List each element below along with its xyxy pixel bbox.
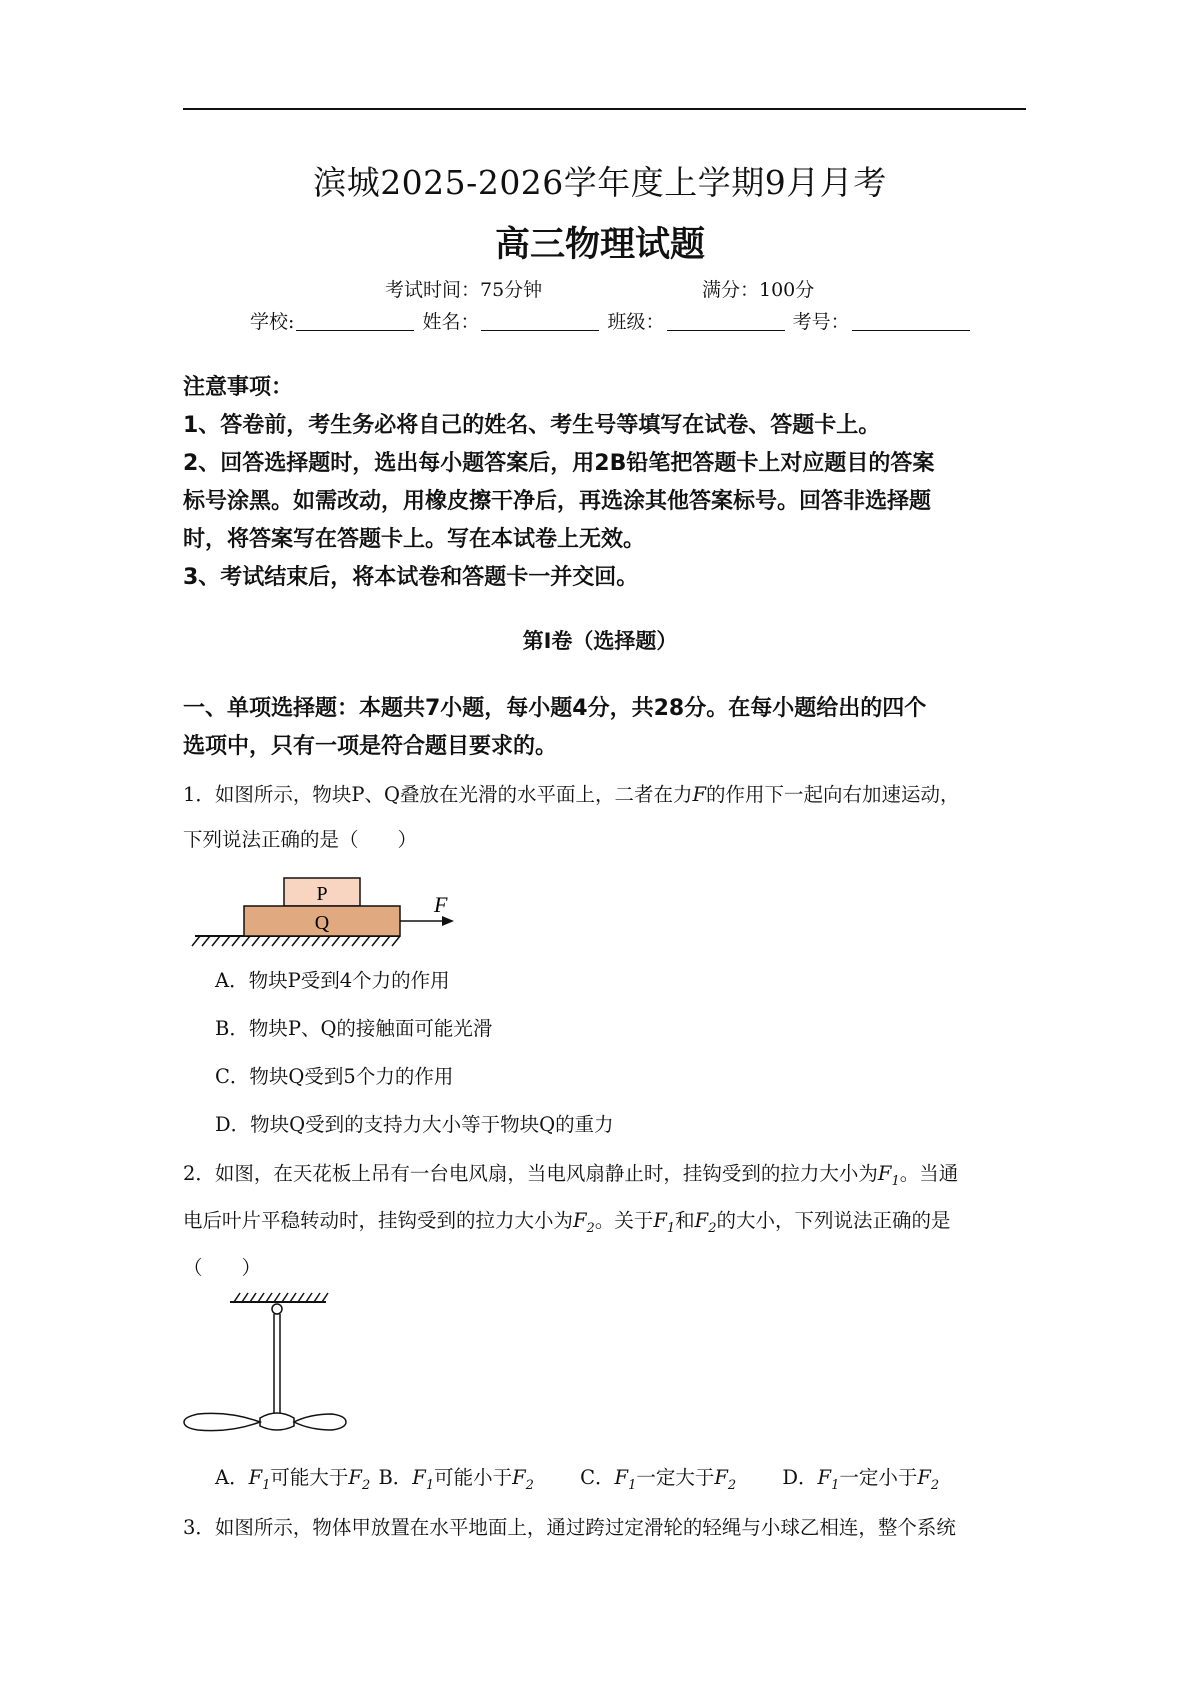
q2-d-f2: F [917,1466,931,1489]
q1-stem-cont: 下列说法正确的是（ ） [183,828,418,851]
q3-stem: 3．如图所示，物体甲放置在水平地面上，通过跨过定滑轮的轻绳与小球乙相连，整个系统 [183,1516,956,1539]
q2-stem-end: （ ） [183,1256,262,1279]
q2-d-sub1: 1 [831,1477,840,1493]
q2-text-a: 2．如图，在天花板上吊有一台电风扇，当电风扇静止时，挂钩受到的拉力大小为 [183,1162,878,1185]
q2-a-text: 可能大于 [270,1466,349,1489]
q1-stem [183,771,1028,818]
q2-f2-sub: 2 [586,1220,595,1236]
q1-force-var: F [692,783,707,806]
q2-b-f1: F [412,1466,426,1489]
q2-option-c[interactable] [580,1466,737,1493]
full-score: 满分：100分 [702,279,815,301]
q2-c-label: C． [580,1466,615,1489]
exam-number-label: 考号： [792,311,850,333]
q2-f1-sub: 1 [891,1173,900,1189]
ceiling-hatch [230,1293,328,1302]
notice-item-2-end: 时，将答案写在答题卡上。写在本试卷上无效。 [183,527,646,552]
exam-title: 滨城2025-2026学年度上学期9月月考 [313,163,887,202]
q2-a-f1: F [248,1466,263,1489]
q2-c-sub2: 2 [727,1477,737,1493]
q2-c-sub1: 1 [628,1477,637,1493]
fan-blade-left [184,1413,260,1430]
notice-heading: 注意事项： [183,375,294,400]
notice-item-1: 1、答卷前，考生务必将自己的姓名、考生号等填写在试卷、答题卡上。 [183,413,881,438]
name-label: 姓名： [422,311,480,333]
q2-f2-var-b: F [694,1209,709,1232]
q1-option-a[interactable]: A．物块P受到4个力的作用 [215,969,450,992]
q2-text-f: 的大小，下列说法正确的是 [716,1209,951,1232]
exam-subtitle: 高三物理试题 [494,225,705,265]
school-label: 学校: [250,311,295,333]
q2-f1-var-b: F [653,1209,667,1232]
class-label: 班级： [607,311,665,333]
q2-d-text: 一定小于 [839,1466,918,1489]
q2-option-d[interactable] [782,1466,940,1493]
q2-b-f2: F [512,1466,526,1489]
q2-options [215,1462,939,1493]
q2-c-f1: F [614,1466,629,1489]
q1-option-b[interactable]: B．物块P、Q的接触面可能光滑 [215,1017,493,1040]
q2-b-sub1: 1 [425,1477,435,1493]
part1-heading-cont: 选项中，只有一项是符合题目要求的。 [183,734,558,759]
section-title: 第Ⅰ卷（选择题） [522,629,678,653]
q2-figure-fan [180,1290,350,1450]
notice-item-2: 2、回答选择题时，选出每小题答案后，用2B铅笔把答题卡上对应题目的答案 [183,451,935,476]
q2-f1-var: F [877,1162,892,1185]
block-q-label: Q [314,912,330,934]
q2-a-sub2: 2 [361,1477,371,1493]
q1-option-c[interactable]: C．物块Q受到5个力的作用 [215,1065,454,1088]
q1-ground-hatch [192,936,400,946]
q2-text-c: 电后叶片平稳转动时，挂钩受到的拉力大小为 [183,1209,574,1232]
notice-item-2-cont: 标号涂黑。如需改动，用橡皮擦干净后，再选涂其他答案标号。回答非选择题 [183,489,932,514]
q2-a-sub1: 1 [262,1477,271,1493]
header-rule [183,108,1026,110]
q2-c-f2: F [714,1466,728,1489]
q2-d-sub2: 2 [930,1477,940,1493]
class-blank[interactable] [667,312,785,331]
q2-text-e: 和 [675,1209,695,1232]
q2-c-text: 一定大于 [636,1466,715,1489]
force-arrowhead [442,916,454,926]
q2-f1-sub-b: 1 [666,1220,676,1236]
q1-option-d[interactable]: D．物块Q受到的支持力大小等于物块Q的重力 [215,1113,614,1136]
q2-b-sub2: 2 [525,1477,534,1493]
q2-d-f1: F [817,1466,832,1489]
force-label: F [434,892,448,917]
exam-time: 考试时间：75分钟 [385,279,543,301]
hook-icon [272,1304,282,1314]
block-p-label: P [316,883,328,905]
q2-d-label: D． [782,1466,818,1489]
part1-heading: 一、单项选择题：本题共7小题，每小题4分，共28分。在每小题给出的四个 [183,696,927,721]
fan-blade-right [294,1414,346,1430]
notice-item-3: 3、考试结束后，将本试卷和答题卡一并交回。 [183,565,639,590]
q2-f2-var: F [573,1209,587,1232]
school-blank[interactable] [296,312,414,331]
q2-text-b: 。当通 [899,1162,959,1185]
q2-b-label: B． [378,1466,413,1489]
exam-number-blank[interactable] [852,312,970,331]
q1-figure-blocks [190,870,490,950]
q1-text-b: 的作用下一起向右加速运动， [706,783,960,806]
student-info-fields [250,307,972,334]
q2-a-f2: F [348,1466,362,1489]
q2-option-a[interactable] [215,1466,371,1493]
q1-text-a: 1．如图所示，物块P、Q叠放在光滑的水平面上，二者在力 [183,783,693,806]
fan-motor [260,1413,294,1430]
q2-f2-sub-b: 2 [708,1220,717,1236]
q2-option-b[interactable] [378,1466,534,1493]
q2-text-d: 。关于 [594,1209,654,1232]
q2-b-text: 可能小于 [434,1466,513,1489]
name-blank[interactable] [481,312,599,331]
q2-a-label: A． [215,1466,249,1489]
